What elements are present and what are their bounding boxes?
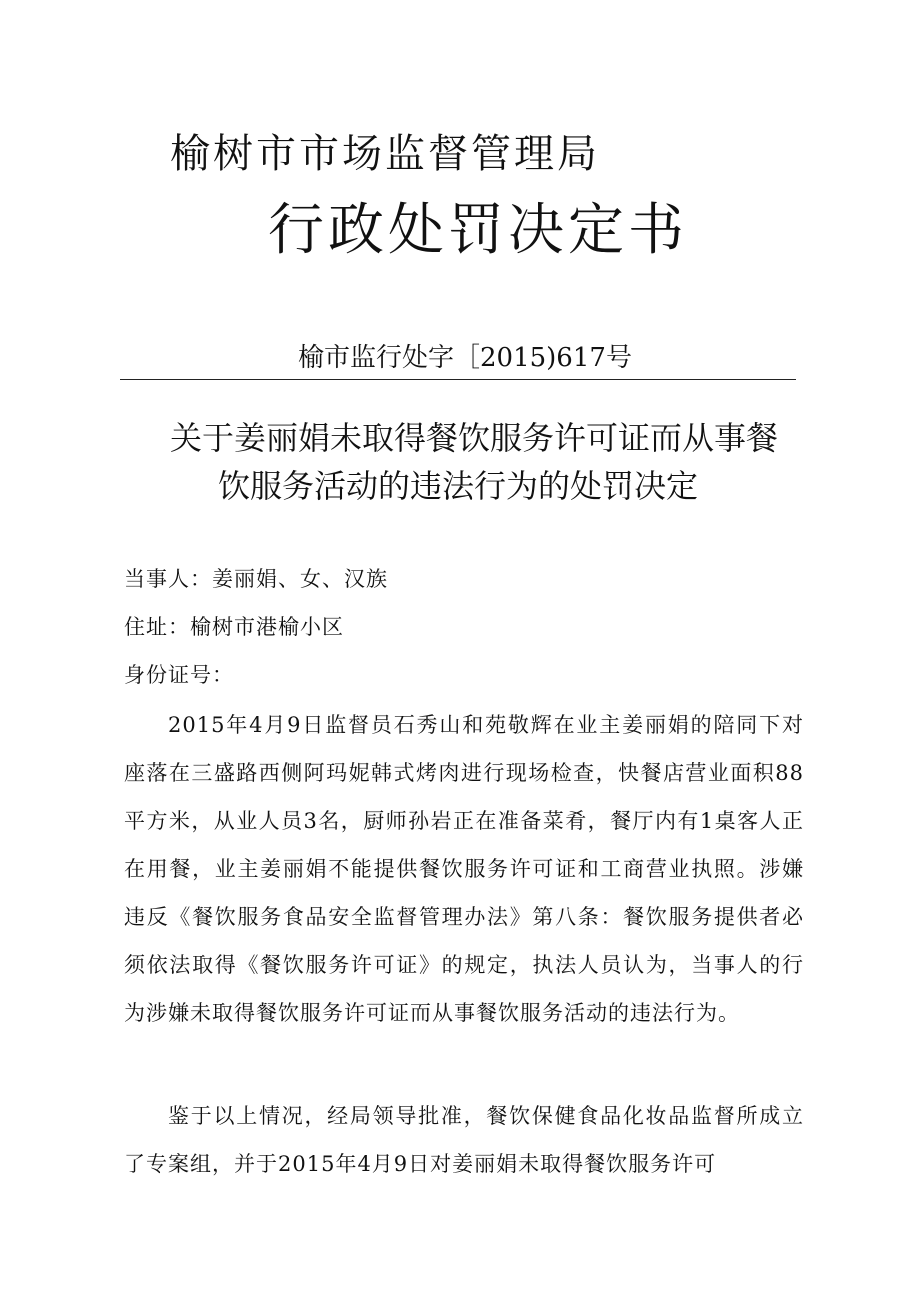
document-title: 行政处罚决定书 [268,198,688,263]
party-name: 当事人：姜丽娟、女、汉族 [124,567,388,591]
party-address: 住址：榆树市港榆小区 [124,615,344,639]
party-id-number: 身份证号： [124,663,234,687]
subject-line-1: 关于姜丽娟未取得餐饮服务许可证而从事餐 [170,419,779,457]
subject-line-2: 饮服务活动的违法行为的处罚决定 [218,467,699,505]
header-divider [120,379,796,380]
agency-name: 榆树市市场监督管理局 [170,131,600,177]
body-paragraph-1: 2015年4月9日监督员石秀山和苑敬辉在业主姜丽娟的陪同下对座落在三盛路西侧阿玛妮韩式烤肉进行现场检查，快餐店营业面积88平方米，从业人员3名，厨师孙岩正在准备菜肴，餐厅内有1桌客人正在用餐，业主姜丽娟不能提供餐饮服务许可证和工商营业执照。涉嫌违反《餐饮服务食品安全监督管理办法》第八条：餐饮服务提供者必须依法取得《餐饮服务许可证》的规定，执法人员认为，当事人的行为涉嫌未取得餐饮服务许可证而从事餐饮服务活动的违法行为。 [124,713,804,1025]
body-paragraph-2: 鉴于以上情况，经局领导批准，餐饮保健食品化妆品监督所成立了专案组，并于2015年4月9日对姜丽娟未取得餐饮服务许可 [124,1104,804,1176]
document-number: 榆市监行处字［2015)617号 [298,343,632,373]
